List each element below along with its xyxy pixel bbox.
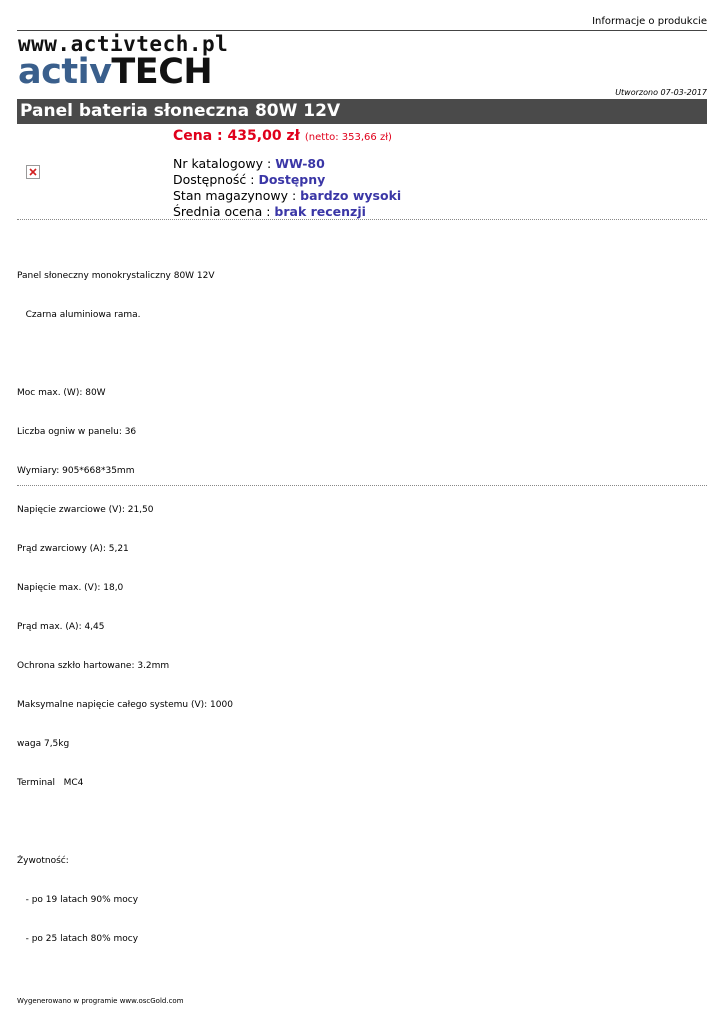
description-line: Prąd zwarciowy (A): 5,21 <box>17 544 129 554</box>
detail-availability <box>173 172 401 188</box>
detail-catalog-number <box>173 156 401 172</box>
description-line: Maksymalne napięcie całego systemu (V): 1000 <box>17 700 233 710</box>
section-label: Informacje o produkcie <box>592 16 707 27</box>
description-line: Napięcie zwarciowe (V): 21,50 <box>17 505 154 515</box>
footer-text: Wygenerowano w programie www.oscGold.com <box>17 997 184 1005</box>
description-divider <box>17 485 707 486</box>
description-line: Napięcie max. (V): 18,0 <box>17 583 124 593</box>
header-divider <box>17 30 707 31</box>
description-line: Terminal MC4 <box>17 778 84 788</box>
product-title-bar <box>17 99 707 124</box>
logo-word-activ: activ <box>18 52 112 92</box>
detail-label: Średnia ocena : <box>173 204 275 219</box>
description-line: Żywotność: <box>17 856 69 866</box>
logo-wordmark <box>18 52 212 92</box>
created-date: Utworzono 07-03-2017 <box>615 88 707 97</box>
description-line: waga 7,5kg <box>17 739 70 749</box>
description-line <box>17 816 233 829</box>
detail-label: Dostępność : <box>173 172 259 187</box>
product-title: Panel bateria słoneczna 80W 12V <box>20 101 341 121</box>
site-logo[interactable] <box>18 32 248 92</box>
broken-image-icon[interactable] <box>26 165 40 179</box>
price <box>173 125 392 144</box>
price-gross: Cena : 435,00 zł <box>173 128 300 144</box>
description-line: Czarna aluminiowa rama. <box>17 310 141 320</box>
description-line: Moc max. (W): 80W <box>17 388 106 398</box>
description-line: Prąd max. (A): 4,45 <box>17 622 105 632</box>
detail-value: brak recenzji <box>274 204 366 219</box>
price-net: (netto: 353,66 zł) <box>304 132 392 143</box>
detail-value: Dostępny <box>258 172 326 187</box>
logo-word-tech: TECH <box>111 52 213 92</box>
detail-label: Nr katalogowy : <box>173 156 276 171</box>
details-divider <box>17 219 707 220</box>
detail-value: WW-80 <box>275 156 325 171</box>
description-line: Wymiary: 905*668*35mm <box>17 466 135 476</box>
description-line <box>17 348 233 361</box>
detail-stock-level <box>173 188 401 204</box>
detail-value: bardzo wysoki <box>300 188 402 203</box>
description-line: - po 19 latach 90% mocy <box>17 895 139 905</box>
detail-average-rating <box>173 204 401 220</box>
description-line: Liczba ogniw w panelu: 36 <box>17 427 137 437</box>
description-line: - po 25 latach 80% mocy <box>17 934 139 944</box>
description-line: Ochrona szkło hartowane: 3.2mm <box>17 661 170 671</box>
detail-label: Stan magazynowy : <box>173 188 301 203</box>
description-line: Panel słoneczny monokrystaliczny 80W 12V <box>17 271 215 281</box>
product-details <box>173 156 401 220</box>
product-description <box>17 244 233 959</box>
logo-url-text: www.activtech.pl <box>18 32 229 56</box>
